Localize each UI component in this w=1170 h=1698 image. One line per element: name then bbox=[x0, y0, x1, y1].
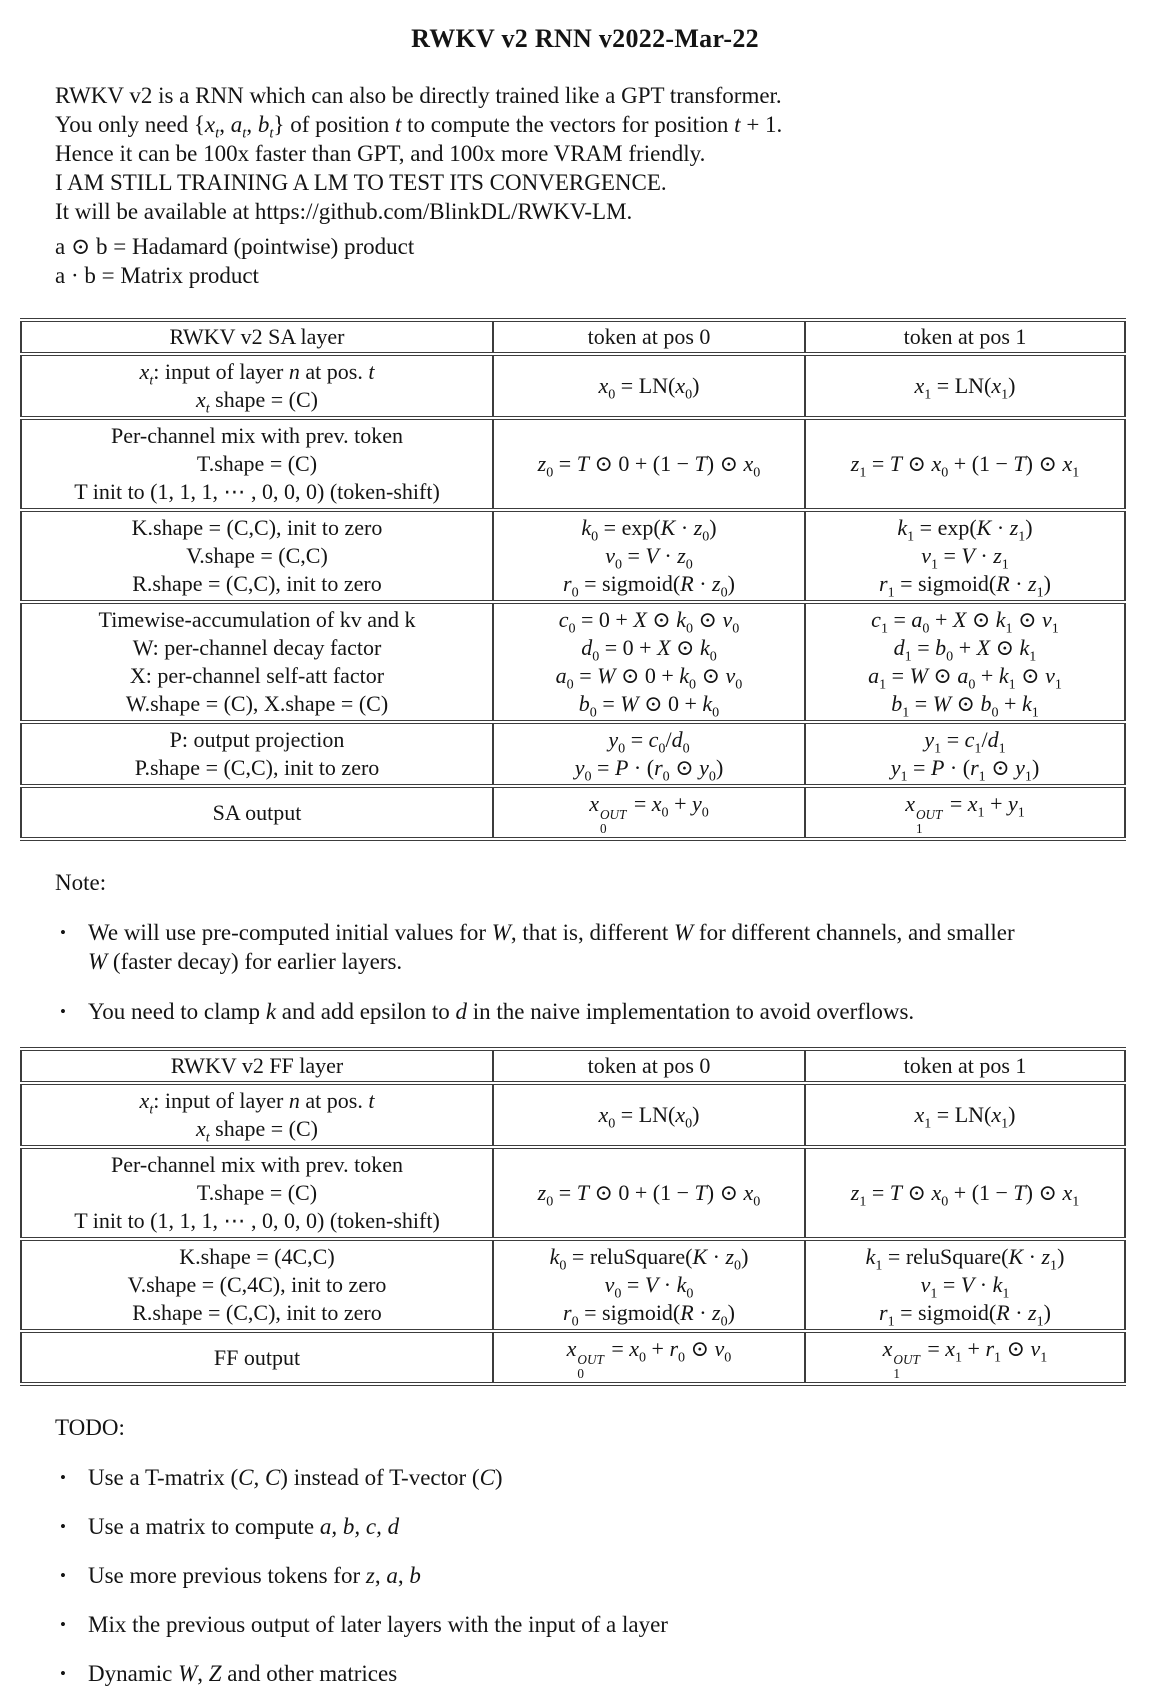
pos1-formula-cell bbox=[805, 1147, 1125, 1239]
formula-line: $y_0 = P \cdot (r_0$ ⊙ $y_0$) bbox=[574, 755, 724, 785]
bullet-icon: • bbox=[60, 1468, 66, 1488]
label-line: R.shape = (C,C), init to zero bbox=[132, 571, 382, 596]
formula-line: $b_0 = W$ ⊙ $0 + k_0$ bbox=[578, 691, 720, 721]
label-line: FF output bbox=[213, 1344, 301, 1370]
formula-line: $z_0 = T$ ⊙ 0 + (1 − T) ⊙ $x_0$ bbox=[537, 1180, 761, 1210]
todo-item-text: Dynamic W, Z and other matrices bbox=[88, 1661, 398, 1687]
note-item-text bbox=[88, 918, 1015, 976]
list-item bbox=[60, 1561, 1145, 1590]
label-line: T init to (1, 1, 1, ⋯ , 0, 0, 0) (token-shift) bbox=[74, 1208, 440, 1234]
pos0-formula-cell bbox=[493, 1083, 805, 1147]
sa-row-token-mix bbox=[21, 418, 1125, 510]
label-line: W.shape = (C), X.shape = (C) bbox=[125, 691, 389, 716]
note-line: You need to clamp k and add epsilon to d in the naive implementation to avoid overflows. bbox=[88, 999, 915, 1025]
note-item-text bbox=[88, 997, 914, 1026]
label-line: T init to (1, 1, 1, ⋯ , 0, 0, 0) (token-shift) bbox=[74, 479, 440, 504]
label-line: X: per-channel self-att factor bbox=[129, 663, 385, 688]
sa-header-pos0: token at pos 0 bbox=[493, 320, 805, 354]
label-line: V.shape = (C,4C), init to zero bbox=[127, 1272, 387, 1298]
formula-line: $x_0 = LN(x_0)$ bbox=[598, 373, 700, 403]
todo-list bbox=[60, 1463, 1145, 1688]
formula-line: x OUT 0 = $x_0 + y_0$ bbox=[589, 791, 709, 836]
document-page bbox=[0, 24, 1170, 1698]
ff-header-layer: RWKV v2 FF layer bbox=[21, 1049, 493, 1083]
pos1-formula-cell bbox=[805, 1239, 1125, 1331]
bullet-icon: • bbox=[60, 1664, 66, 1684]
formula-line: x OUT 0 = $x_0 + r_0$ ⊙ $v_0$ bbox=[566, 1336, 732, 1381]
sa-row-input bbox=[21, 354, 1125, 418]
pos1-formula-cell bbox=[805, 1083, 1125, 1147]
formula-line: $r_1$ = sigmoid(R · $z_1$) bbox=[879, 571, 1051, 601]
intro-paragraph bbox=[55, 81, 1170, 290]
list-item bbox=[60, 1610, 1145, 1639]
label-line: K.shape = (C,C), init to zero bbox=[131, 515, 383, 540]
formula-line: $r_1$ = sigmoid(R · $z_1$) bbox=[879, 1300, 1051, 1330]
note-list bbox=[60, 918, 1145, 1026]
sa-layer-table bbox=[20, 318, 1126, 841]
list-item bbox=[60, 1512, 1145, 1541]
pos1-formula-cell bbox=[805, 722, 1125, 786]
bullet-icon: • bbox=[60, 1002, 66, 1022]
formula-line: $x_1 = LN(x_1)$ bbox=[914, 1102, 1016, 1132]
list-item bbox=[60, 997, 1145, 1026]
pos0-formula-cell bbox=[493, 418, 805, 510]
pos1-formula-cell bbox=[805, 602, 1125, 722]
formula-line: $c_0 = 0 + X$ ⊙ $k_0$ ⊙ $v_0$ bbox=[558, 607, 740, 637]
pos0-formula-cell bbox=[493, 354, 805, 418]
formula-line: $y_1 = P \cdot (r_1$ ⊙ $y_1$) bbox=[890, 755, 1040, 785]
row-label-cell bbox=[21, 1331, 493, 1384]
pos0-formula-cell bbox=[493, 1147, 805, 1239]
formula-line: $b_1 = W$ ⊙ $b_0 + k_1$ bbox=[891, 691, 1039, 721]
label-line: Timewise-accumulation of kv and k bbox=[98, 607, 416, 632]
row-label-cell bbox=[21, 1147, 493, 1239]
github-url-text: It will be available at https://github.com/BlinkDL/RWKV-LM. bbox=[55, 199, 633, 224]
ff-table-header-row bbox=[21, 1049, 1125, 1083]
note-line: We will use pre-computed initial values for W, that is, different W for different channels, and smaller bbox=[88, 920, 1015, 946]
label-line: Per-channel mix with prev. token bbox=[111, 1152, 403, 1178]
note-heading: Note: bbox=[55, 870, 107, 896]
pos0-formula-cell bbox=[493, 602, 805, 722]
sa-header-layer: RWKV v2 SA layer bbox=[21, 320, 493, 354]
row-label-cell bbox=[21, 1083, 493, 1147]
formula-line: $y_0 = c_0/d_0$ bbox=[608, 727, 690, 757]
label-line: T.shape = (C) bbox=[196, 451, 318, 476]
todo-item-text: Mix the previous output of later layers with the input of a layer bbox=[88, 1612, 668, 1638]
note-line: W (faster decay) for earlier layers. bbox=[88, 949, 403, 975]
ff-row-kvr bbox=[21, 1239, 1125, 1331]
page-title: RWKV v2 RNN v2022-Mar-22 bbox=[411, 24, 759, 53]
formula-line: $d_1 = b_0 + X$ ⊙ $k_1$ bbox=[893, 635, 1037, 665]
label-line: T.shape = (C) bbox=[196, 1180, 318, 1206]
list-item bbox=[60, 1463, 1145, 1492]
pos0-formula-cell bbox=[493, 510, 805, 602]
label-line: Per-channel mix with prev. token bbox=[111, 423, 403, 448]
formula-line: $d_0 = 0 + X$ ⊙ $k_0$ bbox=[581, 635, 717, 665]
label-line: SA output bbox=[212, 799, 302, 825]
label-line: $x_t$: input of layer n at pos. t bbox=[139, 1088, 375, 1118]
ff-row-token-mix bbox=[21, 1147, 1125, 1239]
intro-line: You only need {$x_t$, $a_t$, $b_t$} of position t to compute the vectors for position t + 1. bbox=[55, 112, 783, 142]
intro-line: RWKV v2 is a RNN which can also be directly trained like a GPT transformer. bbox=[55, 83, 782, 108]
formula-line: $c_1 = a_0 + X$ ⊙ $k_1$ ⊙ $v_1$ bbox=[871, 607, 1059, 637]
formula-line: x OUT 1 = $x_1 + r_1$ ⊙ $v_1$ bbox=[882, 1336, 1048, 1381]
formula-line: $z_1 = T$ ⊙ $x_0 + (1 - T)$ ⊙ $x_1$ bbox=[850, 451, 1080, 481]
label-line: W: per-channel decay factor bbox=[132, 635, 382, 660]
ff-row-input bbox=[21, 1083, 1125, 1147]
row-label-cell bbox=[21, 354, 493, 418]
sa-table-header-row bbox=[21, 320, 1125, 354]
sa-header-pos1: token at pos 1 bbox=[805, 320, 1125, 354]
todo-heading: TODO: bbox=[55, 1415, 125, 1441]
row-label-cell bbox=[21, 1239, 493, 1331]
row-label-cell bbox=[21, 722, 493, 786]
pos1-formula-cell bbox=[805, 786, 1125, 839]
pos1-formula-cell bbox=[805, 1331, 1125, 1384]
pos1-formula-cell bbox=[805, 418, 1125, 510]
bullet-icon: • bbox=[60, 923, 66, 943]
formula-line: x OUT 1 = $x_1 + y_1$ bbox=[905, 791, 1025, 836]
row-label-cell bbox=[21, 602, 493, 722]
intro-line: I AM STILL TRAINING A LM TO TEST ITS CONVERGENCE. bbox=[55, 170, 667, 195]
formula-line: $v_1 = V \cdot k_1$ bbox=[920, 1272, 1010, 1302]
label-line: K.shape = (4C,C) bbox=[179, 1244, 335, 1270]
formula-line: $v_0 = V \cdot k_0$ bbox=[604, 1272, 694, 1302]
label-line: $x_t$ shape = (C) bbox=[195, 1116, 318, 1146]
label-line: V.shape = (C,C) bbox=[186, 543, 328, 568]
formula-line: $v_1 = V \cdot z_1$ bbox=[921, 543, 1009, 573]
formula-line: $k_1 = \exp(K \cdot z_1)$ bbox=[897, 515, 1033, 545]
row-label-cell bbox=[21, 418, 493, 510]
formula-line: $v_0 = V \cdot z_0$ bbox=[605, 543, 693, 573]
label-line: $x_t$: input of layer n at pos. t bbox=[139, 359, 375, 389]
todo-item-text: Use more previous tokens for z, a, b bbox=[88, 1563, 421, 1589]
formula-line: $k_0$ = reluSquare(K · $z_0$) bbox=[549, 1244, 749, 1274]
ff-header-pos1: token at pos 1 bbox=[805, 1049, 1125, 1083]
formula-line: $x_0 = LN(x_0)$ bbox=[598, 1102, 700, 1132]
todo-item-text: Use a T-matrix (C, C) instead of T-vector (C) bbox=[88, 1465, 503, 1491]
pos0-formula-cell bbox=[493, 1331, 805, 1384]
formula-line: $a_0 = W$ ⊙ $0 + k_0$ ⊙ $v_0$ bbox=[555, 663, 743, 693]
ff-layer-table bbox=[20, 1047, 1126, 1386]
bullet-icon: • bbox=[60, 1517, 66, 1537]
ff-header-pos0: token at pos 0 bbox=[493, 1049, 805, 1083]
formula-line: $r_0$ = sigmoid(R · $z_0$) bbox=[563, 1300, 735, 1330]
sa-row-accumulation bbox=[21, 602, 1125, 722]
intro-line: Hence it can be 100x faster than GPT, and 100x more VRAM friendly. bbox=[55, 141, 706, 166]
sa-row-output bbox=[21, 786, 1125, 839]
ff-row-output bbox=[21, 1331, 1125, 1384]
pos1-formula-cell bbox=[805, 510, 1125, 602]
pos0-formula-cell bbox=[493, 786, 805, 839]
label-line: P: output projection bbox=[169, 727, 345, 752]
bullet-icon: • bbox=[60, 1566, 66, 1586]
row-label-cell bbox=[21, 510, 493, 602]
matrix-product-definition: a · b = Matrix product bbox=[55, 263, 259, 288]
formula-line: $a_1 = W$ ⊙ $a_0 + k_1$ ⊙ $v_1$ bbox=[868, 663, 1062, 693]
label-line: R.shape = (C,C), init to zero bbox=[132, 1300, 382, 1326]
formula-line: $y_1 = c_1/d_1$ bbox=[924, 727, 1006, 757]
label-line: P.shape = (C,C), init to zero bbox=[134, 755, 380, 780]
formula-line: $r_0$ = sigmoid(R · $z_0$) bbox=[563, 571, 735, 601]
pos1-formula-cell bbox=[805, 354, 1125, 418]
label-line: $x_t$ shape = (C) bbox=[195, 387, 318, 417]
hadamard-definition: a ⊙ b = Hadamard (pointwise) product bbox=[55, 234, 415, 259]
todo-item-text: Use a matrix to compute a, b, c, d bbox=[88, 1514, 400, 1540]
bullet-icon: • bbox=[60, 1615, 66, 1635]
sa-row-kvr bbox=[21, 510, 1125, 602]
formula-line: $k_0 = \exp(K \cdot z_0)$ bbox=[581, 515, 717, 545]
formula-line: $k_1$ = reluSquare(K · $z_1$) bbox=[865, 1244, 1065, 1274]
pos0-formula-cell bbox=[493, 1239, 805, 1331]
list-item bbox=[60, 918, 1145, 976]
formula-line: $z_1 = T$ ⊙ $x_0 + (1 - T)$ ⊙ $x_1$ bbox=[850, 1180, 1080, 1210]
row-label-cell bbox=[21, 786, 493, 839]
formula-line: $x_1 = LN(x_1)$ bbox=[914, 373, 1016, 403]
pos0-formula-cell bbox=[493, 722, 805, 786]
formula-line: $z_0 = T$ ⊙ 0 + (1 − T) ⊙ $x_0$ bbox=[537, 451, 761, 481]
sa-row-projection bbox=[21, 722, 1125, 786]
